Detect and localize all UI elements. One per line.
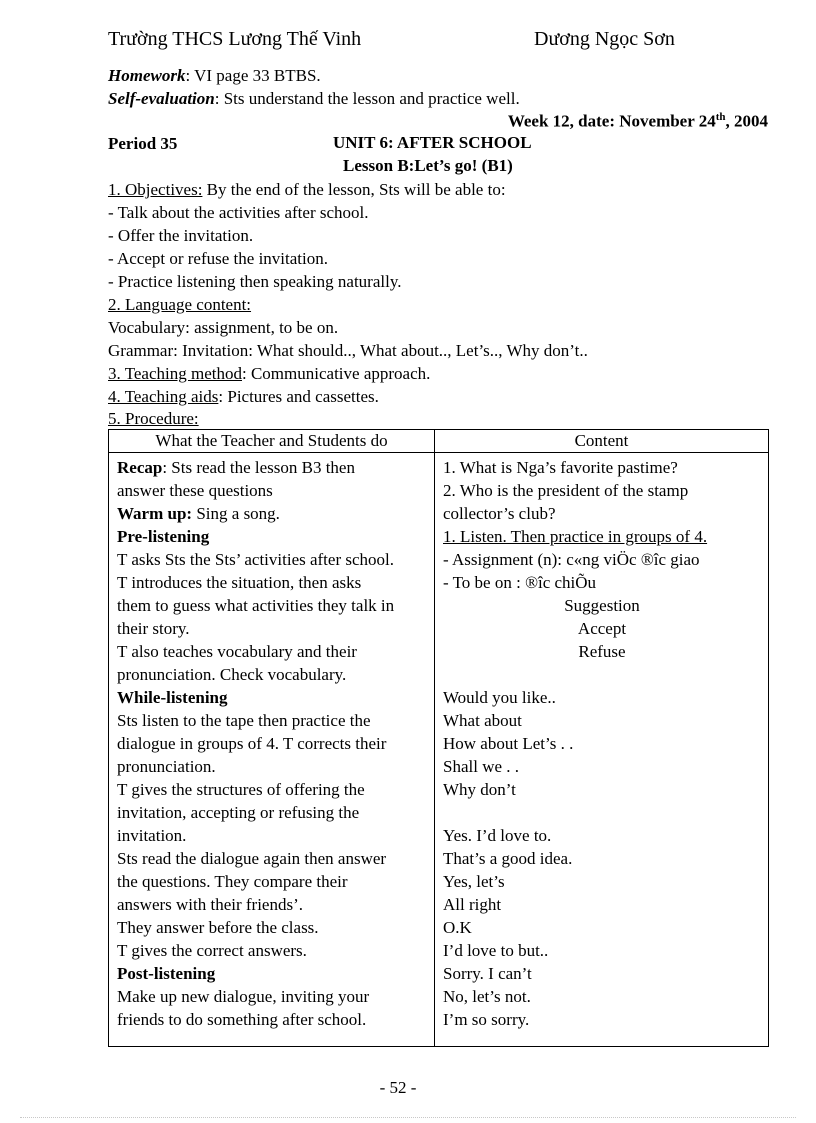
content-line: Yes. I’d love to. xyxy=(443,826,552,845)
content-line: collector’s club? xyxy=(443,504,556,523)
period-label: Period 35 xyxy=(108,134,178,153)
stage-label: Warm up: xyxy=(117,504,193,523)
activity-line: friends to do something after school. xyxy=(117,1010,367,1029)
activity-line: T asks Sts the Sts’ activities after school. xyxy=(117,550,394,569)
objective-item: - Offer the invitation. xyxy=(108,226,254,245)
content-line xyxy=(443,801,761,824)
language-heading: 2. Language content: xyxy=(108,295,252,314)
content-line: O.K xyxy=(443,918,472,937)
activities-cell xyxy=(109,453,435,1047)
unit-title: UNIT 6: AFTER SCHOOL xyxy=(333,133,532,152)
stage-label: Post-listening xyxy=(117,964,216,983)
objectives-heading: 1. Objectives: By the end of the lesson, Sts will be able to: xyxy=(108,180,506,199)
activity-line: Make up new dialogue, inviting your xyxy=(117,987,370,1006)
activity-line: T introduces the situation, then asks xyxy=(117,573,362,592)
homework-line xyxy=(108,65,321,87)
activity-line: Recap: Sts read the lesson B3 then xyxy=(117,458,355,477)
activity-line: They answer before the class. xyxy=(117,918,319,937)
content-line: Accept xyxy=(577,619,627,638)
procedure-heading: 5. Procedure: xyxy=(108,409,199,428)
activity-line: dialogue in groups of 4. T corrects their xyxy=(117,734,387,753)
content-line: How about Let’s . . xyxy=(443,734,574,753)
activity-line: pronunciation. Check vocabulary. xyxy=(117,665,347,684)
homework-label: Homework xyxy=(108,66,186,85)
content-line: 1. Listen. Then practice in groups of 4. xyxy=(443,527,708,546)
content-line: I’m so sorry. xyxy=(443,1010,530,1029)
objective-item: - Talk about the activities after school. xyxy=(108,203,369,222)
column-header-content: Content xyxy=(435,430,769,453)
header-school: Trường THCS Lương Thế Vinh xyxy=(108,28,362,50)
content-line: Suggestion xyxy=(564,596,640,615)
activity-line: invitation. xyxy=(117,826,187,845)
teaching-method: 3. Teaching method: Communicative approach. xyxy=(108,364,431,383)
content-line: I’d love to but.. xyxy=(443,941,549,960)
activity-line: Sts read the dialogue again then answer xyxy=(117,849,387,868)
stage-label: While-listening xyxy=(117,688,228,707)
content-line: All right xyxy=(443,895,502,914)
content-line: That’s a good idea. xyxy=(443,849,573,868)
header-author: Dương Ngọc Sơn xyxy=(534,28,675,50)
activity-line xyxy=(117,962,427,985)
objective-item: - Accept or refuse the invitation. xyxy=(108,249,328,268)
page-number: - 52 - xyxy=(379,1078,417,1097)
vocabulary-line: Vocabulary: assignment, to be on. xyxy=(108,318,339,337)
content-line: - To be on : ®îc chiÕu xyxy=(443,573,597,592)
activity-line: T also teaches vocabulary and their xyxy=(117,642,357,661)
activity-line: T gives the structures of offering the xyxy=(117,780,365,799)
self-evaluation-line xyxy=(108,88,520,110)
week-date: Week 12, date: November 24th, 2004 xyxy=(507,111,768,131)
activity-line: invitation, accepting or refusing the xyxy=(117,803,360,822)
activity-line: their story. xyxy=(117,619,190,638)
column-header-activities: What the Teacher and Students do xyxy=(109,430,435,453)
activity-line: answer these questions xyxy=(117,481,273,500)
stage-label: Recap xyxy=(117,458,163,477)
activity-line: T gives the correct answers. xyxy=(117,941,307,960)
self-evaluation-label: Self-evaluation xyxy=(108,89,215,108)
content-line: 2. Who is the president of the stamp xyxy=(443,481,689,500)
content-line xyxy=(443,663,761,686)
content-line: No, let’s not. xyxy=(443,987,531,1006)
content-line: Shall we . . xyxy=(443,757,520,776)
grammar-line: Grammar: Invitation: What should.., What about.., Let’s.., Why don’t.. xyxy=(108,341,588,360)
content-line: What about xyxy=(443,711,522,730)
activity-line: answers with their friends’. xyxy=(117,895,304,914)
activity-line xyxy=(117,525,427,548)
content-line: 1. What is Nga’s favorite pastime? xyxy=(443,458,678,477)
homework-text: : VI page 33 BTBS. xyxy=(185,66,321,85)
content-line: Why don’t xyxy=(443,780,516,799)
content-line: - Assignment (n): c«ng viÖc ®îc giao xyxy=(443,550,700,569)
activity-line: them to guess what activities they talk in xyxy=(117,596,395,615)
activity-line: Warm up: Sing a song. xyxy=(117,504,280,523)
procedure-table xyxy=(108,429,769,1047)
content-line: Yes, let’s xyxy=(443,872,505,891)
objective-item: - Practice listening then speaking naturally. xyxy=(108,272,402,291)
activity-line xyxy=(117,686,427,709)
stage-label: Pre-listening xyxy=(117,527,210,546)
teaching-aids: 4. Teaching aids: Pictures and cassettes. xyxy=(108,387,379,406)
content-line: Sorry. I can’t xyxy=(443,964,532,983)
self-evaluation-text: : Sts understand the lesson and practice well. xyxy=(214,89,520,108)
content-line: Refuse xyxy=(578,642,626,661)
activity-line: pronunciation. xyxy=(117,757,216,776)
activity-line: Sts listen to the tape then practice the xyxy=(117,711,371,730)
footer-divider xyxy=(20,1117,796,1118)
content-line: Would you like.. xyxy=(443,688,556,707)
activity-line: the questions. They compare their xyxy=(117,872,348,891)
content-cell xyxy=(435,453,769,1047)
lesson-title: Lesson B:Let’s go! (B1) xyxy=(343,156,513,175)
